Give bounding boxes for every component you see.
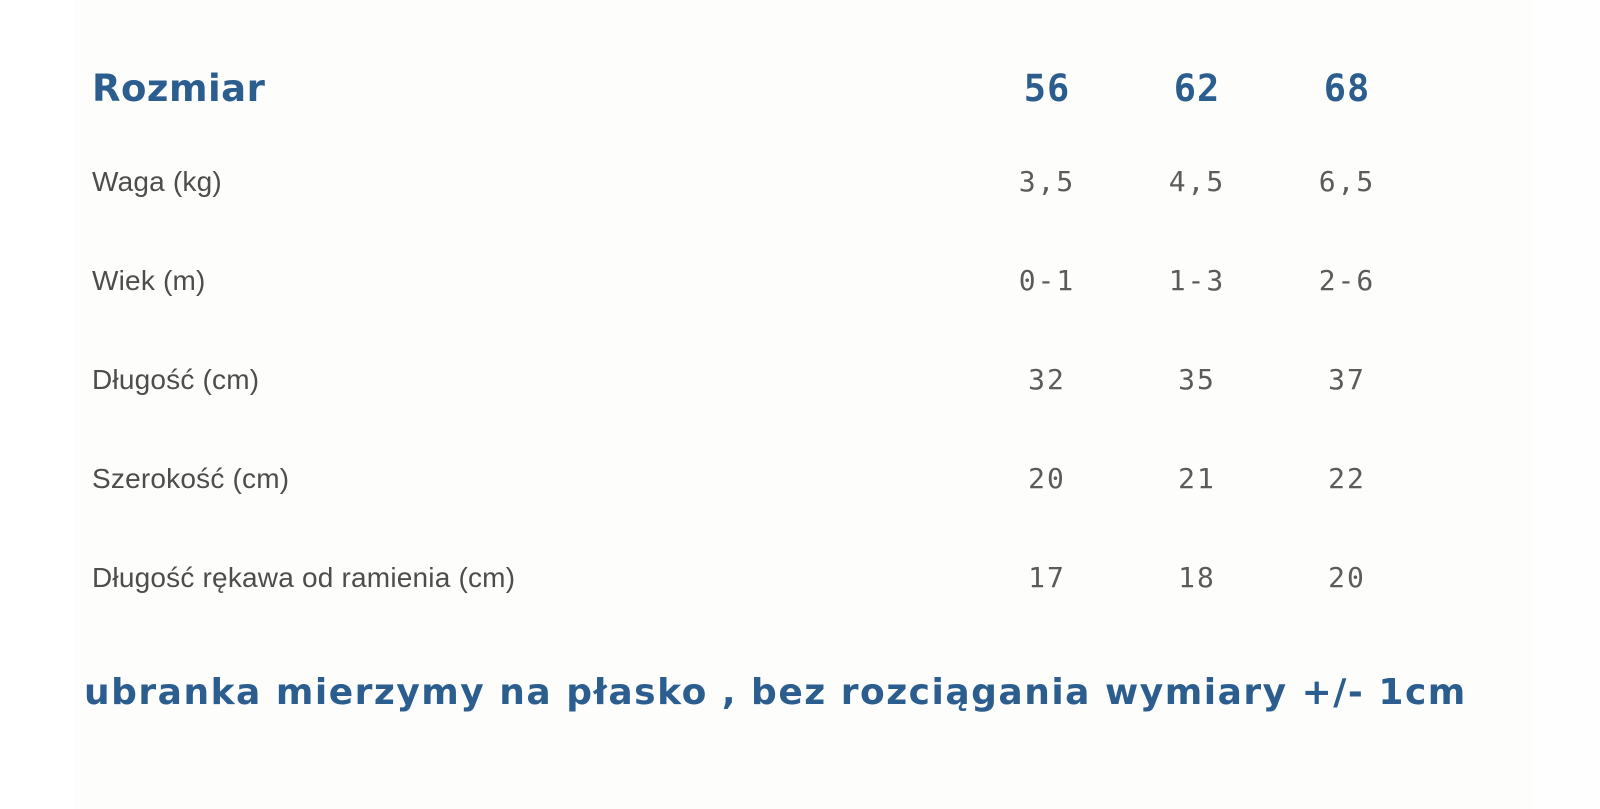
table-row — [92, 429, 1422, 528]
measurement-note: ubranka mierzymy na płasko , bez rozciągania wymiary +/- 1cm — [84, 672, 1467, 713]
row-value-length-68: 37 — [1328, 363, 1366, 396]
row-label-width: Szerokość (cm) — [92, 462, 290, 494]
row-value-width-56: 20 — [1028, 462, 1066, 495]
row-value-weight-62: 4,5 — [1168, 165, 1226, 198]
header-size-56: 56 — [1023, 66, 1071, 110]
row-value-length-56: 32 — [1028, 363, 1066, 396]
size-table — [92, 44, 1422, 627]
row-value-length-62: 35 — [1178, 363, 1216, 396]
header-measure-label: Rozmiar — [92, 66, 266, 110]
row-value-age-62: 1-3 — [1168, 264, 1226, 297]
row-label-length: Długość (cm) — [92, 363, 260, 395]
header-size-62: 62 — [1173, 66, 1221, 110]
row-value-sleeve-62: 18 — [1178, 561, 1216, 594]
row-label-weight: Waga (kg) — [92, 165, 222, 197]
row-value-width-62: 21 — [1178, 462, 1216, 495]
row-value-weight-56: 3,5 — [1018, 165, 1076, 198]
table-row — [92, 231, 1422, 330]
row-value-age-68: 2-6 — [1318, 264, 1376, 297]
table-header-row — [92, 44, 1422, 132]
row-label-age: Wiek (m) — [92, 264, 206, 296]
row-value-age-56: 0-1 — [1018, 264, 1076, 297]
row-label-sleeve-length: Długość rękawa od ramienia (cm) — [92, 561, 516, 593]
table-row — [92, 132, 1422, 231]
row-value-weight-68: 6,5 — [1318, 165, 1376, 198]
table-row — [92, 330, 1422, 429]
row-value-width-68: 22 — [1328, 462, 1366, 495]
table-row — [92, 528, 1422, 627]
header-size-68: 68 — [1323, 66, 1371, 110]
row-value-sleeve-56: 17 — [1028, 561, 1066, 594]
row-value-sleeve-68: 20 — [1328, 561, 1366, 594]
